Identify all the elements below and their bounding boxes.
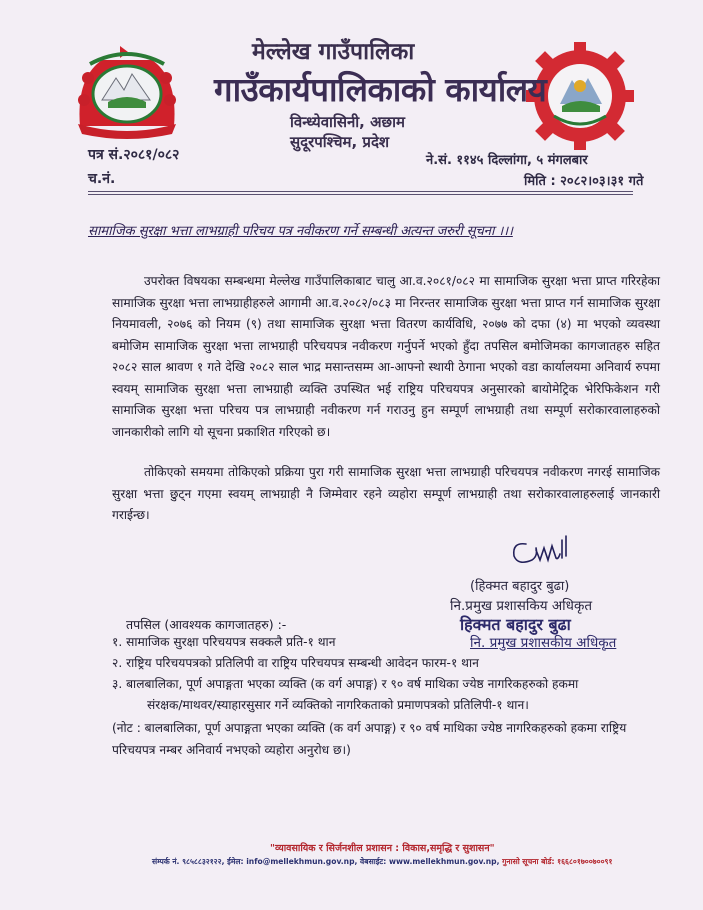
body-paragraph-1: उपरोक्त विषयका सम्बन्धमा मेल्लेख गाउँपालिकाबाट चालु आ.व.२०८१/०८२ मा सामाजिक सुरक्षा भत्ता प्राप्त गरिरहेका सामाजिक सुरक्षा भत्ता लाभग्राहीहरुले आगामी आ.व.२०८२/०८३ मा निरन्तर सामाजिक सुरक्षा भत्ता प्राप्त गर्न सामाजिक सुरक्षा नियमावली, २०७६ को नियम (९) तथा सामाजिक सुरक्षा भत्ता वितरण कार्यविधि, २०७७ को दफा (४) मा भएको व्यवस्था बमोजिम सामाजिक सुरक्षा भत्ता लाभग्राही परिचयपत्र नवीकरण गर्नुपर्ने भएको हुँदा तपसिल बमोजिमका कागजातहरु सहित २०८२ साल श्रावण १ गते देखि २०८२ साल भाद्र मसान्तसम्म आ-आफ्नो स्थायी ठेगाना भएको वडा कार्यालयमा अनिवार्य रुपमा स्वयम् सामाजिक सुरक्षा भत्ता लाभग्राही व्यक्ति उपस्थित भई राष्ट्रिय परिचयपत्र अनुसारको बायोमेट्रिक भेरिफिकेशन गरी सामाजिक सुरक्षा भत्ता परिचय पत्र लाभग्राही नवीकरण गर्न गराउनु हुन सम्पूर्ण लाभग्राही तथा सम्पूर्ण सरोकारवालाहरुको जानकारीको लागि यो सूचना प्रकाशित गरिएको छ। xyxy=(112,274,660,439)
signatory-name: (हिक्मत बहादुर बुढा) xyxy=(470,579,570,594)
nepal-emblem-icon xyxy=(68,38,186,140)
address-line-2: सुदूरपश्चिम, प्रदेश xyxy=(290,133,390,151)
enclosure-item-continued: संरक्षक/माथवर/स्याहारसुसार गर्ने व्यक्तिको नागरिकताको प्रमाणपत्रको प्रतिलिपी-१ थान। xyxy=(147,698,529,712)
letter-number: पत्र सं.२०८१/०८२ xyxy=(88,147,180,163)
enclosure-heading: तपसिल (आवश्यक कागजातहरु) :- xyxy=(126,617,287,632)
signatory-title: नि.प्रमुख प्रशासकिय अधिकृत xyxy=(450,598,593,614)
address-line-1: विन्ध्येवासिनी, अछाम xyxy=(290,113,405,131)
letter-date: मिति : २०८२।०३।३१ गते xyxy=(524,174,644,189)
footer-contact xyxy=(152,857,612,867)
stamp-title: नि. प्रमुख प्रशासकीय अधिकृत xyxy=(470,635,617,651)
municipality-name: मेल्लेख गाउँपालिका xyxy=(252,39,415,65)
enclosure-item: २. राष्ट्रिय परिचयपत्रको प्रतिलिपी वा राष्ट्रिय परिचयपत्र सम्बन्धी आवेदन फारम-१ थान xyxy=(112,656,479,670)
dispatch-number: च.नं. xyxy=(88,171,116,187)
header-divider xyxy=(88,191,633,192)
handwritten-signature xyxy=(506,530,570,570)
nepal-sambat-date: ने.सं. ११४५ दिल्लांगा, ५ मंगलबार xyxy=(426,153,588,168)
enclosure-item: १. सामाजिक सुरक्षा परिचयपत्र सक्कलै प्रति-१ थान xyxy=(112,635,336,649)
notice-note: (नोट : बालबालिका, पूर्ण अपाङ्गता भएका व्यक्ति (क वर्ग अपाङ्ग) र ९० वर्ष माथिका ज्येष्ठ नागरिकहरुको हकमा राष्ट्रिय परिचयपत्र नम्बर अनिवार्य नभएको व्यहोरा अनुरोध छ।) xyxy=(112,721,627,757)
header-divider-thin xyxy=(88,194,633,195)
footer-grievance-board: गुनासो सूचना बोर्ड: १६६८०१७००७००९१ xyxy=(502,857,613,866)
office-name: गाउँकार्यपालिकाको कार्यालय xyxy=(214,70,547,109)
stamp-name: हिक्मत बहादुर बुढा xyxy=(460,615,571,634)
footer-contact-details: संम्पर्क नं. ९८५८८३२१२२, ईमेल: info@mellekhmun.gov.np, वेबसाईट: www.mellekhmun.gov.np, xyxy=(152,857,503,866)
footer-slogan: "व्यावसायिक र सिर्जनशील प्रशासन : विकास,समृद्धि र सुशासन" xyxy=(270,843,495,854)
enclosure-item: ३. बालबालिका, पूर्ण अपाङ्गता भएका व्यक्ति (क वर्ग अपाङ्ग) र ९० वर्ष माथिका ज्येष्ठ नागरिकहरुको हकमा xyxy=(112,677,579,691)
body-paragraph-2: तोकिएको समयमा तोकिएको प्रक्रिया पुरा गरी सामाजिक सुरक्षा भत्ता लाभग्राही परिचयपत्र नवीकरण नगरई सामाजिक सुरक्षा भत्ता छुट्न गएमा स्वयम् लाभग्राही नै जिम्मेवार रहने व्यहोरा सम्पूर्ण लाभग्राही तथा सरोकारवालाहरुलाई जानकारी गराईन्छ। xyxy=(112,465,660,522)
notice-subject: सामाजिक सुरक्षा भत्ता लाभग्राही परिचय पत्र नवीकरण गर्ने सम्बन्धी अत्यन्त जरुरी सूचना ।।। xyxy=(88,224,513,239)
